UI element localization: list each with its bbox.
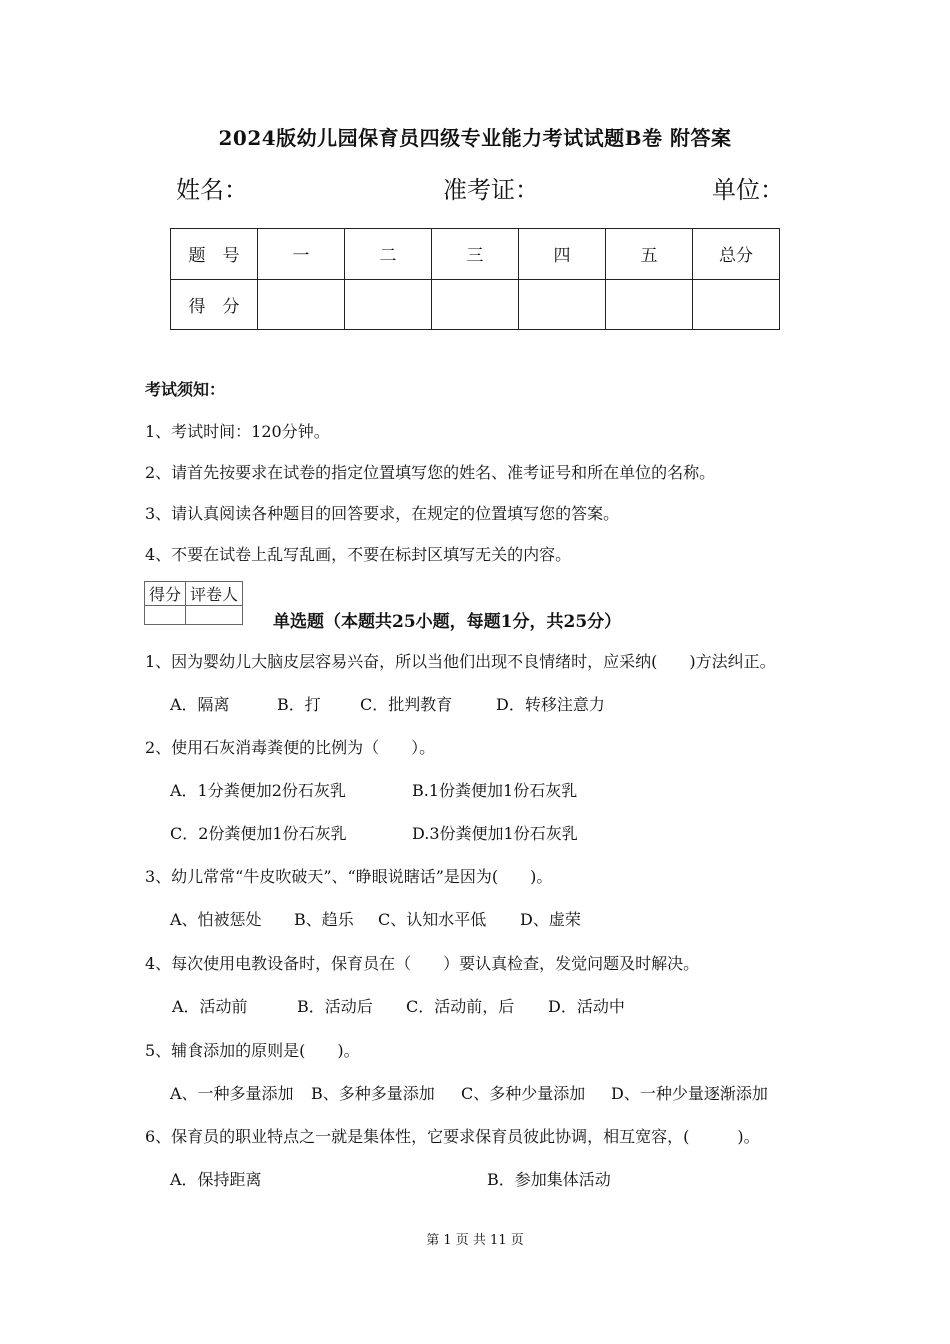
page-footer: 第 1 页 共 11 页: [426, 1233, 524, 1248]
grader-box-grader-label: 评卷人: [186, 582, 243, 606]
option-b: B．打: [277, 695, 321, 714]
option-b: B．参加集体活动: [487, 1170, 611, 1189]
page-title: 2024版幼儿园保育员四级专业能力考试试题B卷 附答案: [218, 126, 732, 150]
score-table-header-cell: 一: [258, 229, 345, 280]
score-table-header-cell: 五: [606, 229, 693, 280]
option-d: D.3份粪便加1份石灰乳: [412, 824, 578, 843]
question-stem: 3、幼儿常常“牛皮吹破天”、“睁眼说瞎话”是因为( )。: [145, 867, 553, 886]
grader-box-grader-cell[interactable]: [186, 606, 243, 625]
option-b: B．活动后: [297, 997, 373, 1016]
score-cell[interactable]: [345, 279, 432, 330]
question-stem: 2、使用石灰消毒粪便的比例为（ ）。: [145, 738, 436, 757]
score-table-header-cell: 二: [345, 229, 432, 280]
option-b: B.1份粪便加1份石灰乳: [412, 781, 578, 800]
question-stem: 6、保育员的职业特点之一就是集体性，它要求保育员彼此协调，相互宽容，( )。: [145, 1127, 760, 1146]
name-field-label: 姓名：: [176, 176, 248, 204]
option-c: C、认知水平低: [378, 910, 487, 929]
score-table-header-cell: 三: [432, 229, 519, 280]
score-cell[interactable]: [432, 279, 519, 330]
option-c: C．批判教育: [360, 695, 453, 714]
question-stem: 1、因为婴幼儿大脑皮层容易兴奋，所以当他们出现不良情绪时，应采纳( )方法纠正。: [145, 652, 776, 671]
exam-id-field-label: 准考证：: [443, 176, 539, 204]
question-stem: 5、辅食添加的原则是( )。: [145, 1041, 360, 1060]
score-table-score-row: [171, 279, 780, 330]
option-d: D．转移注意力: [496, 695, 605, 714]
notice-item: 1、考试时间：120分钟。: [145, 422, 330, 441]
grader-box-score-label: 得分: [145, 582, 186, 606]
option-d: D、虚荣: [520, 910, 581, 929]
score-table: [170, 228, 780, 330]
option-a: A．保持距离: [170, 1170, 262, 1189]
grader-box: [144, 581, 243, 625]
notice-item: 4、不要在试卷上乱写乱画，不要在标封区填写无关的内容。: [145, 545, 572, 564]
option-d: D、一种少量逐渐添加: [611, 1084, 768, 1103]
score-table-header-row: [171, 229, 780, 280]
unit-field-label: 单位：: [712, 176, 784, 204]
notice-heading: 考试须知：: [145, 380, 226, 399]
option-a: A、一种多量添加: [170, 1084, 294, 1103]
question-stem: 4、每次使用电教设备时，保育员在（ ）要认真检查，发觉问题及时解决。: [145, 954, 700, 973]
option-a: A、怕被惩处: [170, 910, 262, 929]
option-a: A．活动前: [172, 997, 248, 1016]
notice-item: 3、请认真阅读各种题目的回答要求，在规定的位置填写您的答案。: [145, 504, 620, 523]
option-c: C、多种少量添加: [461, 1084, 586, 1103]
option-a: A．隔离: [170, 695, 230, 714]
notice-item: 2、请首先按要求在试卷的指定位置填写您的姓名、准考证号和所在单位的名称。: [145, 463, 716, 482]
option-b: B、多种多量添加: [311, 1084, 435, 1103]
option-b: B、趋乐: [294, 910, 354, 929]
grader-box-score-cell[interactable]: [145, 606, 186, 625]
option-a: A．1分粪便加2份石灰乳: [170, 781, 346, 800]
score-table-header-cell: 四: [519, 229, 606, 280]
score-cell[interactable]: [258, 279, 345, 330]
score-table-row-label: 得 分: [171, 279, 258, 330]
score-table-header-cell: 题 号: [171, 229, 258, 280]
option-c: C．2份粪便加1份石灰乳: [170, 824, 347, 843]
score-cell[interactable]: [519, 279, 606, 330]
option-c: C．活动前，后: [406, 997, 515, 1016]
score-cell[interactable]: [693, 279, 780, 330]
score-table-header-cell: 总分: [693, 229, 780, 280]
option-d: D．活动中: [548, 997, 625, 1016]
section-heading: 单选题（本题共25小题，每题1分，共25分）: [273, 612, 622, 632]
score-cell[interactable]: [606, 279, 693, 330]
